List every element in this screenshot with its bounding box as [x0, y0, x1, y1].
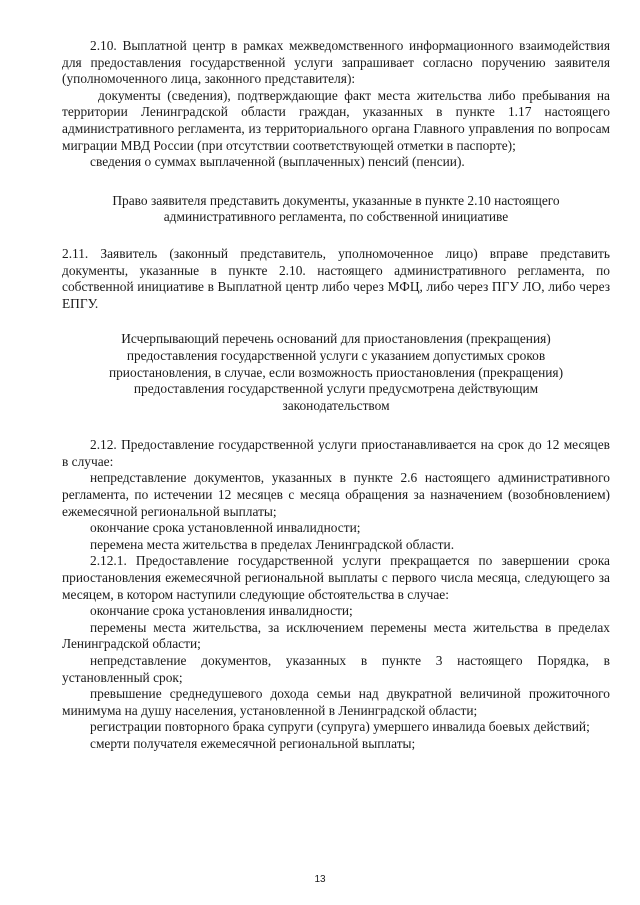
- paragraph-2-12-1-item-c: непредставление документов, указанных в пункте 3 настоящего Порядка, в установленный срок;: [62, 653, 610, 685]
- paragraph-2-12-item-a: непредставление документов, указанных в пункте 2.6 настоящего административного регламента, по истечении 12 месяцев с месяца обращения за назначением (возобновлением) ежемесячной региональной выплаты;: [62, 470, 610, 519]
- document-page: [62, 38, 610, 753]
- paragraph-2-12-1-item-e: регистрации повторного брака супруги (супруга) умершего инвалида боевых действий;: [90, 719, 590, 735]
- paragraph-2-12-1-item-b: перемены места жительства, за исключением перемены места жительства в пределах Ленинградской области;: [62, 619, 610, 652]
- paragraph-2-11: 2.11. Заявитель (законный представитель, уполномоченное лицо) вправе представить документы, указанные в пункте 2.10. настоящего административного регламента, по собственной инициативе в Выплатной центр либо через МФЦ, либо через ПГУ ЛО, либо через ЕПГУ.: [62, 245, 610, 311]
- paragraph-2-12-1-item-f: смерти получателя ежемесячной региональной выплаты;: [90, 735, 416, 751]
- paragraph-2-12-1-item-a: окончание срока установления инвалидности;: [90, 603, 353, 619]
- paragraph-2-12-item-c: перемена места жительства в пределах Ленинградской области.: [90, 536, 455, 552]
- paragraph-2-12-1-item-d: превышение среднедушевого дохода семьи над двукратной величиной прожиточного минимума на душу населения, установленной в Ленинградской области;: [62, 686, 610, 718]
- section-heading-right-to-submit: Право заявителя представить документы, указанные в пункте 2.10 настоящего административного регламента, по собственной инициативе: [112, 192, 560, 225]
- paragraph-2-12-item-b: окончание срока установленной инвалидности;: [90, 520, 361, 536]
- paragraph-2-12-1: 2.12.1. Предоставление государственной услуги прекращается по завершении срока приостановления ежемесячной региональной выплаты с первого числа месяца, следующего за месяцем, в котором наступили следующие обстоятельства в случае:: [62, 553, 610, 602]
- section-heading-suspension-grounds: Исчерпывающий перечень оснований для приостановления (прекращения) предоставления государственной услуги с указанием допустимых сроков приостановления, в случае, если возможность приостановления (прекращения) предоставления государственной услуги предусмотрена действующим законодательством: [108, 331, 564, 413]
- page-number: 13: [314, 874, 326, 885]
- paragraph-2-10: 2.10. Выплатной центр в рамках межведомственного информационного взаимодействия для предоставления государственной услуги запрашивает согласно поручению заявителя (уполномоченного лица, законного представителя):: [62, 38, 610, 87]
- paragraph-2-12: 2.12. Предоставление государственной услуги приостанавливается на срок до 12 месяцев в случае:: [62, 437, 610, 469]
- paragraph-2-10-documents: документы (сведения), подтверждающие факт места жительства либо пребывания на территории Ленинградской области граждан, указанных в пункте 1.17 настоящего административного регламента, из территориального органа Главного управления по вопросам миграции МВД России (при отсутствии соответствующей отметки в паспорте);: [62, 87, 610, 153]
- paragraph-2-10-pension: сведения о суммах выплаченной (выплаченных) пенсий (пенсии).: [90, 154, 465, 170]
